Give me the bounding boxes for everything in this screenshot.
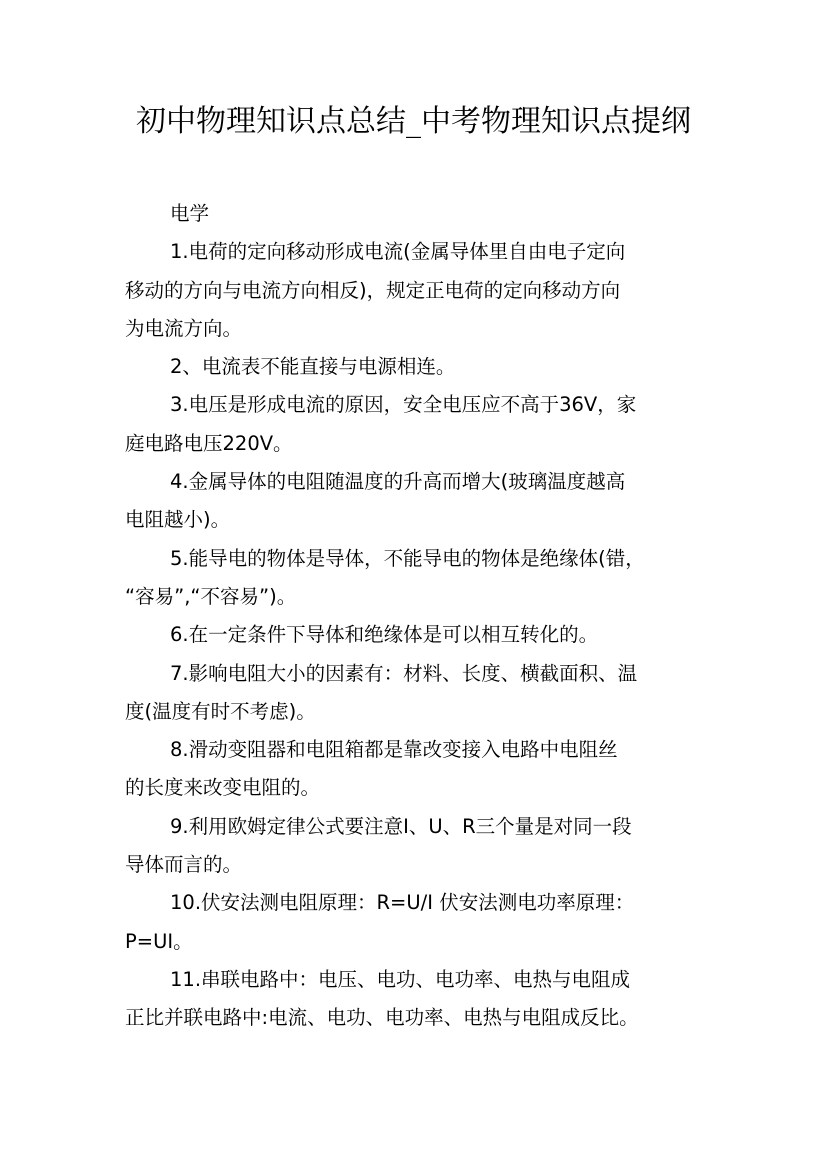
document-title: 初中物理知识点总结_中考物理知识点提纲: [136, 104, 691, 139]
paragraph-line: 2、电流表不能直接与电源相连。: [170, 355, 456, 379]
paragraph-line: 8.滑动变阻器和电阻箱都是靠改变接入电路中电阻丝: [170, 738, 618, 762]
paragraph-line: 的长度来改变电阻的。: [125, 776, 321, 800]
paragraph-line: 1.电荷的定向移动形成电流(金属导体里自由电子定向: [170, 240, 626, 264]
paragraph-line: 移动的方向与电流方向相反)，规定正电荷的定向移动方向: [125, 278, 621, 302]
document-body: [125, 195, 705, 1038]
paragraph-line: 9.利用欧姆定律公式要注意I、U、R三个量是对同一段: [170, 814, 632, 838]
paragraph-line: 6.在一定条件下导体和绝缘体是可以相互转化的。: [170, 623, 599, 647]
paragraph-line: 4.金属导体的电阻随温度的升高而增大(玻璃温度越高: [170, 470, 626, 494]
paragraph-line: “容易”,“不容易”)。: [125, 584, 297, 608]
paragraph-line: 7.影响电阻大小的因素有：材料、长度、横截面积、温: [170, 661, 638, 685]
paragraph-line: 导体而言的。: [125, 853, 243, 877]
paragraph-line: P=UI。: [125, 929, 193, 953]
paragraph-line: 度(温度有时不考虑)。: [125, 699, 316, 723]
paragraph-line: 10.伏安法测电阻原理：R=U/I 伏安法测电功率原理：: [170, 891, 635, 915]
paragraph-line: 正比并联电路中:电流、电功、电功率、电热与电阻成反比。: [125, 1006, 639, 1030]
paragraph-line: 庭电路电压220V。: [125, 431, 293, 455]
paragraph-line: 5.能导电的物体是导体，不能导电的物体是绝缘体(错，: [170, 546, 645, 570]
paragraph-line: 为电流方向。: [125, 316, 243, 340]
section-heading: 电学: [170, 202, 210, 225]
paragraph-line: 电阻越小)。: [125, 508, 231, 532]
paragraph-line: 3.电压是形成电流的原因，安全电压应不高于36V，家: [170, 393, 637, 417]
paragraph-line: 11.串联电路中：电压、电功、电功率、电热与电阻成: [170, 967, 631, 991]
